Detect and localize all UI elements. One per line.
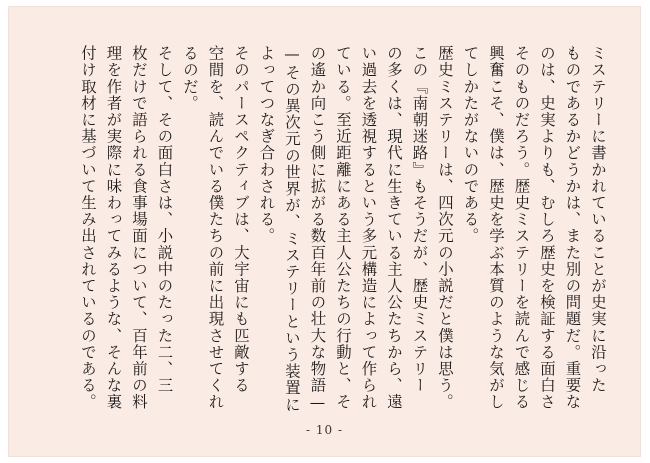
text-line: 興奮こそ、僕は、歴史を学ぶ本質のような気がし <box>487 45 505 411</box>
text-line: ている。至近距離にある主人公たちの行動と、そ <box>334 45 352 411</box>
text-line: 付け取材に基づいて生み出されているのである。 <box>79 45 97 411</box>
text-line: のは、史実よりも、むしろ歴史を検証する面白さ <box>538 45 556 411</box>
book-page <box>9 7 640 456</box>
text-line: —その異次元の世界が、ミステリーという装置に <box>283 45 301 413</box>
text-line: よってつなぎ合わされる。 <box>257 45 276 245</box>
text-line: 理を作者が実際に味わってみるような、そんな裏 <box>104 45 123 411</box>
text-line: そのパースペクティブは、大宇宙にも匹敵する <box>232 45 250 394</box>
text-line: い過去を透視するという多元構造によって作られ <box>359 45 378 411</box>
text-line: 枚だけで語られる食事場面について、百年前の料 <box>130 45 148 411</box>
text-line: ものであるかどうかは、また別の問題だ。重要な <box>563 45 582 411</box>
text-line: の遙か向こう側に拡がる数百年前の壮大な物語— <box>308 45 327 413</box>
paragraph-2 <box>75 45 458 413</box>
text-line: 歴史ミステリーは、四次元の小説だと僕は思う。 <box>436 45 454 411</box>
text-line: てしかたがないのである。 <box>461 45 480 245</box>
text-line: ミステリーに書かれていることが史実に沿った <box>589 45 607 394</box>
paragraph-1 <box>457 45 610 411</box>
text-line: そして、その面白さは、小説中のたった二、三 <box>155 45 174 394</box>
text-line: の多くは、現代に生きている主人公たちから、遠 <box>385 45 403 411</box>
text-line: るのだ。 <box>181 45 199 112</box>
page-number: - 10 - <box>305 423 343 437</box>
text-line: この『南朝迷路』もそうだが、歴史ミステリー <box>410 45 429 394</box>
text-line: 空間を、読んでいる僕たちの前に出現させてくれ <box>206 45 225 411</box>
text-line: そのものだろう。歴史ミステリーを読んで感じる <box>512 45 531 411</box>
vertical-text-body <box>50 45 611 413</box>
